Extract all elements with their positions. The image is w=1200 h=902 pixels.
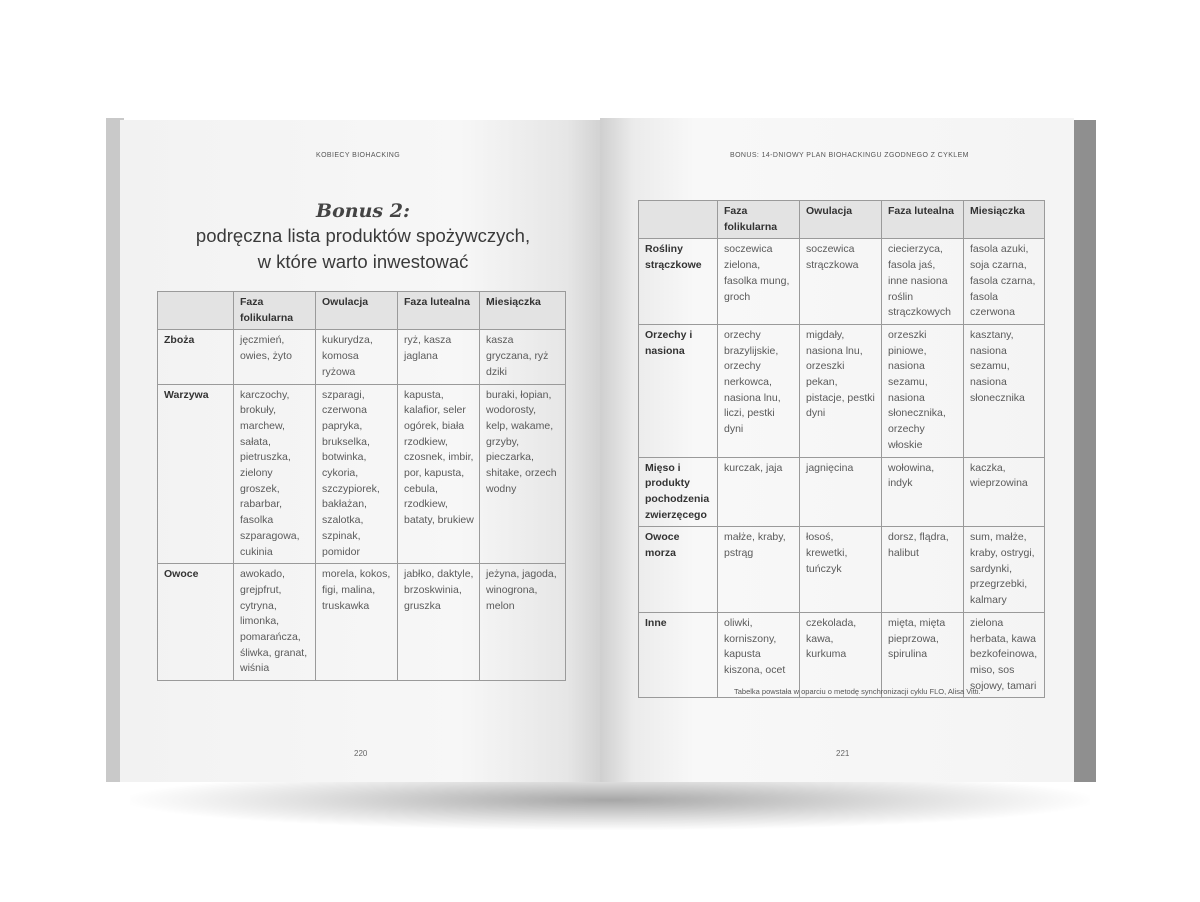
table-header-row	[639, 201, 1045, 239]
header-menstruation: Miesiączka	[964, 201, 1045, 239]
header-luteal: Faza lutealna	[398, 292, 480, 330]
right-page-number: 221	[836, 749, 850, 758]
table-cell: fasola azuki, soja czarna, fasola czarna, fasola czerwona	[964, 239, 1045, 325]
row-label: Orzechy i nasiona	[639, 324, 718, 457]
table-cell: soczewica strączkowa	[800, 239, 882, 325]
table-cell: jagnięcina	[800, 457, 882, 527]
table-row	[158, 384, 566, 564]
table-cell: kukurydza, komosa ryżowa	[316, 330, 398, 384]
table-cell: ciecierzyca, fasola jaś, inne nasiona roślin strączkowych	[882, 239, 964, 325]
table-cell: orzeszki piniowe, nasiona sezamu, nasiona słonecznika, orzechy włoskie	[882, 324, 964, 457]
table-row	[639, 612, 1045, 698]
header-menstruation: Miesiączka	[480, 292, 566, 330]
table-footnote: Tabelka powstała w oparciu o metodę synchronizacji cyklu FLO, Alisa Vitti.	[734, 687, 981, 696]
table-cell: łosoś, krewetki, tuńczyk	[800, 527, 882, 613]
table-cell: ryż, kasza jaglana	[398, 330, 480, 384]
table-cell: zielona herbata, kawa bezkofeinowa, miso, sos sojowy, tamari	[964, 612, 1045, 698]
left-running-head: KOBIECY BIOHACKING	[316, 152, 401, 159]
bonus-title: Bonus 2:	[316, 200, 410, 222]
table-cell: karczochy, brokuły, marchew, sałata, pietruszka, zielony groszek, rabarbar, fasolka szparagowa, cukinia	[234, 384, 316, 564]
table-cell: kasztany, nasiona sezamu, nasiona słonecznika	[964, 324, 1045, 457]
subtitle-line-2: w które warto inwestować	[257, 251, 469, 272]
right-page	[600, 118, 1074, 782]
row-label: Rośliny strączkowe	[639, 239, 718, 325]
table-cell: jeżyna, jagoda, winogrona, melon	[480, 564, 566, 681]
header-corner	[158, 292, 234, 330]
table-cell: oliwki, korniszony, kapusta kiszona, ocet	[718, 612, 800, 698]
right-running-head: BONUS: 14-DNIOWY PLAN BIOHACKINGU ZGODNEGO Z CYKLEM	[730, 152, 969, 159]
table-cell: czekolada, kawa, kurkuma	[800, 612, 882, 698]
left-page	[120, 120, 606, 782]
table-cell: soczewica zielona, fasolka mung, groch	[718, 239, 800, 325]
table-cell: awokado, grejpfrut, cytryna, limonka, pomarańcza, śliwka, granat, wiśnia	[234, 564, 316, 681]
table-cell: kasza gryczana, ryż dziki	[480, 330, 566, 384]
table-cell: jabłko, daktyle, brzoskwinia, gruszka	[398, 564, 480, 681]
table-header-row	[158, 292, 566, 330]
table-cell: kaczka, wieprzowina	[964, 457, 1045, 527]
header-follicular: Faza folikularna	[234, 292, 316, 330]
table-cell: mięta, mięta pieprzowa, spirulina	[882, 612, 964, 698]
table-cell: małże, kraby, pstrąg	[718, 527, 800, 613]
table-cell: migdały, nasiona lnu, orzeszki pekan, pistacje, pestki dyni	[800, 324, 882, 457]
row-label: Owoce morza	[639, 527, 718, 613]
food-table-left	[157, 291, 566, 681]
food-table-right	[638, 200, 1045, 698]
row-label: Zboża	[158, 330, 234, 384]
left-page-number: 220	[354, 749, 368, 758]
table-cell: wołowina, indyk	[882, 457, 964, 527]
header-corner	[639, 201, 718, 239]
row-label: Mięso i produkty pochodzenia zwierzęcego	[639, 457, 718, 527]
table-row	[639, 457, 1045, 527]
table-cell: morela, kokos, figi, malina, truskawka	[316, 564, 398, 681]
table-cell: jęczmień, owies, żyto	[234, 330, 316, 384]
table-cell: buraki, łopian, wodorosty, kelp, wakame, grzyby, pieczarka, shitake, orzech wodny	[480, 384, 566, 564]
table-row	[639, 324, 1045, 457]
table-cell: kapusta, kalafior, seler ogórek, biała rzodkiew, czosnek, imbir, por, kapusta, cebula, rzodkiew, bataty, brukiew	[398, 384, 480, 564]
table-row	[639, 239, 1045, 325]
table-cell: sum, małże, kraby, ostrygi, sardynki, przegrzebki, kalmary	[964, 527, 1045, 613]
table-cell: orzechy brazylijskie, orzechy nerkowca, nasiona lnu, liczi, pestki dyni	[718, 324, 800, 457]
table-row	[158, 330, 566, 384]
header-luteal: Faza lutealna	[882, 201, 964, 239]
row-label: Warzywa	[158, 384, 234, 564]
table-cell: dorsz, flądra, halibut	[882, 527, 964, 613]
header-ovulation: Owulacja	[316, 292, 398, 330]
table-row	[158, 564, 566, 681]
table-cell: kurczak, jaja	[718, 457, 800, 527]
header-ovulation: Owulacja	[800, 201, 882, 239]
subtitle-line-1: podręczna lista produktów spożywczych,	[195, 225, 531, 246]
header-follicular: Faza folikularna	[718, 201, 800, 239]
table-cell: szparagi, czerwona papryka, brukselka, botwinka, cykoria, szczypiorek, bakłażan, szalotka, szpinak, pomidor	[316, 384, 398, 564]
row-label: Inne	[639, 612, 718, 698]
row-label: Owoce	[158, 564, 234, 681]
table-row	[639, 527, 1045, 613]
